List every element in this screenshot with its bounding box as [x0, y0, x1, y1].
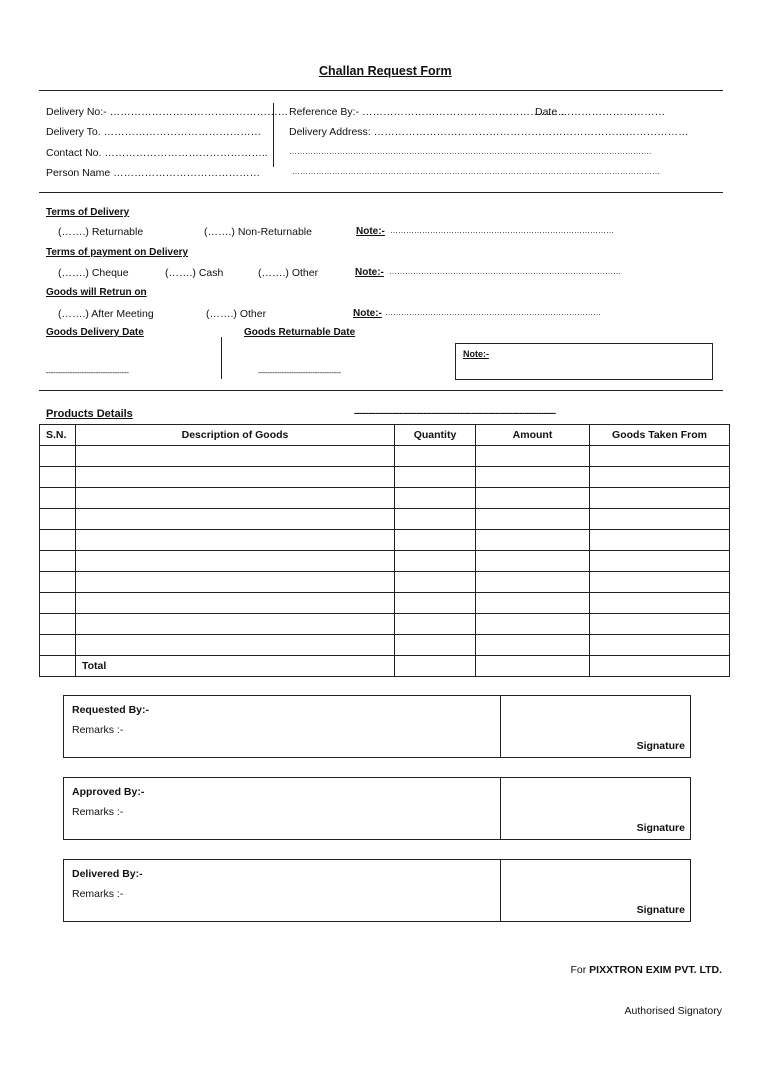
table-cell[interactable] — [590, 467, 730, 488]
table-cell[interactable] — [395, 551, 476, 572]
returnable-date-heading: Goods Returnable Date — [244, 327, 356, 338]
divider — [500, 778, 501, 839]
table-row — [40, 635, 730, 656]
divider — [273, 103, 274, 167]
table-row — [40, 614, 730, 635]
other-option[interactable]: (…….) Other — [258, 267, 319, 279]
note-label: Note:- — [356, 226, 385, 237]
table-cell[interactable] — [40, 530, 76, 551]
table-cell[interactable] — [590, 509, 730, 530]
table-cell[interactable] — [76, 551, 395, 572]
column-header: Description of Goods — [76, 425, 395, 446]
delivered-by-box — [63, 859, 691, 922]
table-cell[interactable] — [590, 551, 730, 572]
table-cell[interactable] — [40, 635, 76, 656]
table-cell[interactable] — [40, 656, 76, 677]
table-row — [40, 488, 730, 509]
goods-return-heading: Goods will Retrun on — [46, 287, 147, 298]
delivery-address-field[interactable]: Delivery Address: ……………………………………………………………………………… — [289, 126, 689, 138]
table-cell[interactable] — [590, 530, 730, 551]
table-cell[interactable] — [40, 551, 76, 572]
payment-heading: Terms of payment on Delivery — [46, 247, 189, 258]
table-cell[interactable] — [395, 530, 476, 551]
table-row — [40, 593, 730, 614]
returnable-date-field[interactable]: ----------------------------------- — [258, 368, 341, 377]
table-cell[interactable] — [40, 467, 76, 488]
divider — [500, 696, 501, 757]
table-cell[interactable] — [476, 467, 590, 488]
other-option-2[interactable]: (…….) Other — [206, 308, 267, 320]
address-line-3[interactable]: ………………………………………………………………………………………………………………………… — [292, 167, 660, 176]
approved-by-label: Approved By:- — [72, 786, 145, 798]
after-meeting-option[interactable]: (…….) After Meeting — [58, 308, 154, 320]
products-heading: Products Details — [46, 408, 133, 420]
table-row — [40, 509, 730, 530]
date-field[interactable]: Date ………………………… — [535, 106, 666, 118]
cash-option[interactable]: (…….) Cash — [165, 267, 224, 279]
table-cell[interactable] — [476, 593, 590, 614]
signature-label: Signature — [636, 740, 685, 752]
products-dashes: ------------------------------------------------------------------------------------ — [354, 408, 556, 418]
delivery-date-field[interactable]: ----------------------------------- — [46, 368, 129, 377]
table-cell[interactable] — [40, 488, 76, 509]
signature-label: Signature — [636, 822, 685, 834]
table-cell[interactable] — [395, 614, 476, 635]
total-row — [40, 656, 730, 677]
page-title: Challan Request Form — [319, 64, 452, 78]
table-cell[interactable] — [40, 593, 76, 614]
note-line[interactable]: ………………………………………………………………………… — [390, 226, 614, 235]
table-row — [40, 551, 730, 572]
approved-by-box — [63, 777, 691, 840]
divider — [221, 337, 222, 379]
note-box-label: Note:- — [463, 349, 489, 359]
table-row — [40, 446, 730, 467]
table-cell[interactable] — [476, 509, 590, 530]
column-header: S.N. — [40, 425, 76, 446]
table-cell[interactable] — [76, 593, 395, 614]
note-line[interactable]: …………………………………………………………………………… — [389, 267, 621, 276]
authorised-signatory: Authorised Signatory — [624, 1005, 722, 1017]
non-returnable-option[interactable]: (…….) Non-Returnable — [204, 226, 312, 238]
note-label: Note:- — [353, 308, 382, 319]
contact-no-field[interactable]: Contact No. ……………………………………….. — [46, 147, 268, 159]
table-cell[interactable] — [76, 509, 395, 530]
table-cell[interactable] — [476, 614, 590, 635]
divider — [39, 90, 723, 91]
cheque-option[interactable]: (…….) Cheque — [58, 267, 129, 279]
address-line-2[interactable]: ………………………………………………………………………………………………………………………. — [289, 147, 652, 156]
table-cell[interactable] — [40, 572, 76, 593]
table-cell[interactable] — [395, 593, 476, 614]
signature-label: Signature — [636, 904, 685, 916]
table-cell[interactable] — [76, 467, 395, 488]
returnable-option[interactable]: (…….) Returnable — [58, 226, 144, 238]
note-label: Note:- — [355, 267, 384, 278]
table-cell[interactable] — [76, 614, 395, 635]
total-label: Total — [76, 656, 395, 677]
reference-by-field[interactable]: Reference By:- …………………………………………………. — [289, 106, 565, 118]
table-cell[interactable] — [395, 467, 476, 488]
table-cell[interactable] — [590, 593, 730, 614]
table-header-row — [40, 425, 730, 446]
products-table — [39, 424, 730, 677]
table-cell[interactable] — [476, 551, 590, 572]
table-cell[interactable] — [76, 446, 395, 467]
table-cell[interactable] — [476, 635, 590, 656]
company-name: PIXXTRON EXIM PVT. LTD. — [589, 964, 722, 976]
table-cell[interactable] — [590, 614, 730, 635]
table-cell[interactable] — [590, 572, 730, 593]
table-cell[interactable] — [590, 446, 730, 467]
table-cell[interactable] — [395, 488, 476, 509]
requested-by-label: Requested By:- — [72, 704, 150, 716]
for-prefix: For — [570, 964, 587, 976]
note-box[interactable] — [455, 343, 713, 380]
table-cell[interactable] — [40, 509, 76, 530]
table-cell[interactable] — [395, 635, 476, 656]
table-cell[interactable] — [76, 635, 395, 656]
column-header: Amount — [476, 425, 590, 446]
delivery-date-heading: Goods Delivery Date — [46, 327, 144, 338]
table-cell[interactable] — [476, 572, 590, 593]
terms-heading: Terms of Delivery — [46, 207, 130, 218]
table-cell[interactable] — [476, 656, 590, 677]
table-cell[interactable] — [476, 530, 590, 551]
table-cell[interactable] — [76, 530, 395, 551]
table-cell[interactable] — [76, 488, 395, 509]
table-cell[interactable] — [476, 488, 590, 509]
table-cell[interactable] — [40, 446, 76, 467]
column-header: Goods Taken From — [590, 425, 730, 446]
person-name-field[interactable]: Person Name …………………………………… — [46, 167, 261, 179]
table-cell[interactable] — [395, 572, 476, 593]
table-row — [40, 467, 730, 488]
column-header: Quantity — [395, 425, 476, 446]
table-cell[interactable] — [395, 509, 476, 530]
table-cell[interactable] — [590, 635, 730, 656]
delivered-by-label: Delivered By:- — [72, 868, 143, 880]
table-row — [40, 572, 730, 593]
table-cell[interactable] — [476, 446, 590, 467]
divider — [39, 192, 723, 193]
delivery-to-field[interactable]: Delivery To. ……………………………………… — [46, 126, 262, 138]
table-cell[interactable] — [40, 614, 76, 635]
requested-by-box — [63, 695, 691, 758]
table-cell[interactable] — [590, 656, 730, 677]
remarks-field[interactable]: Remarks :- — [72, 724, 124, 736]
divider — [39, 390, 723, 391]
delivery-no-field[interactable]: Delivery No:- …………………………………………… — [46, 106, 289, 118]
company-line — [571, 964, 723, 976]
table-cell[interactable] — [395, 656, 476, 677]
remarks-field[interactable]: Remarks :- — [72, 806, 124, 818]
table-cell[interactable] — [590, 488, 730, 509]
table-cell[interactable] — [395, 446, 476, 467]
table-cell[interactable] — [76, 572, 395, 593]
remarks-field[interactable]: Remarks :- — [72, 888, 124, 900]
table-row — [40, 530, 730, 551]
divider — [500, 860, 501, 921]
note-line[interactable]: ……………………………………………………………………… — [385, 308, 601, 317]
